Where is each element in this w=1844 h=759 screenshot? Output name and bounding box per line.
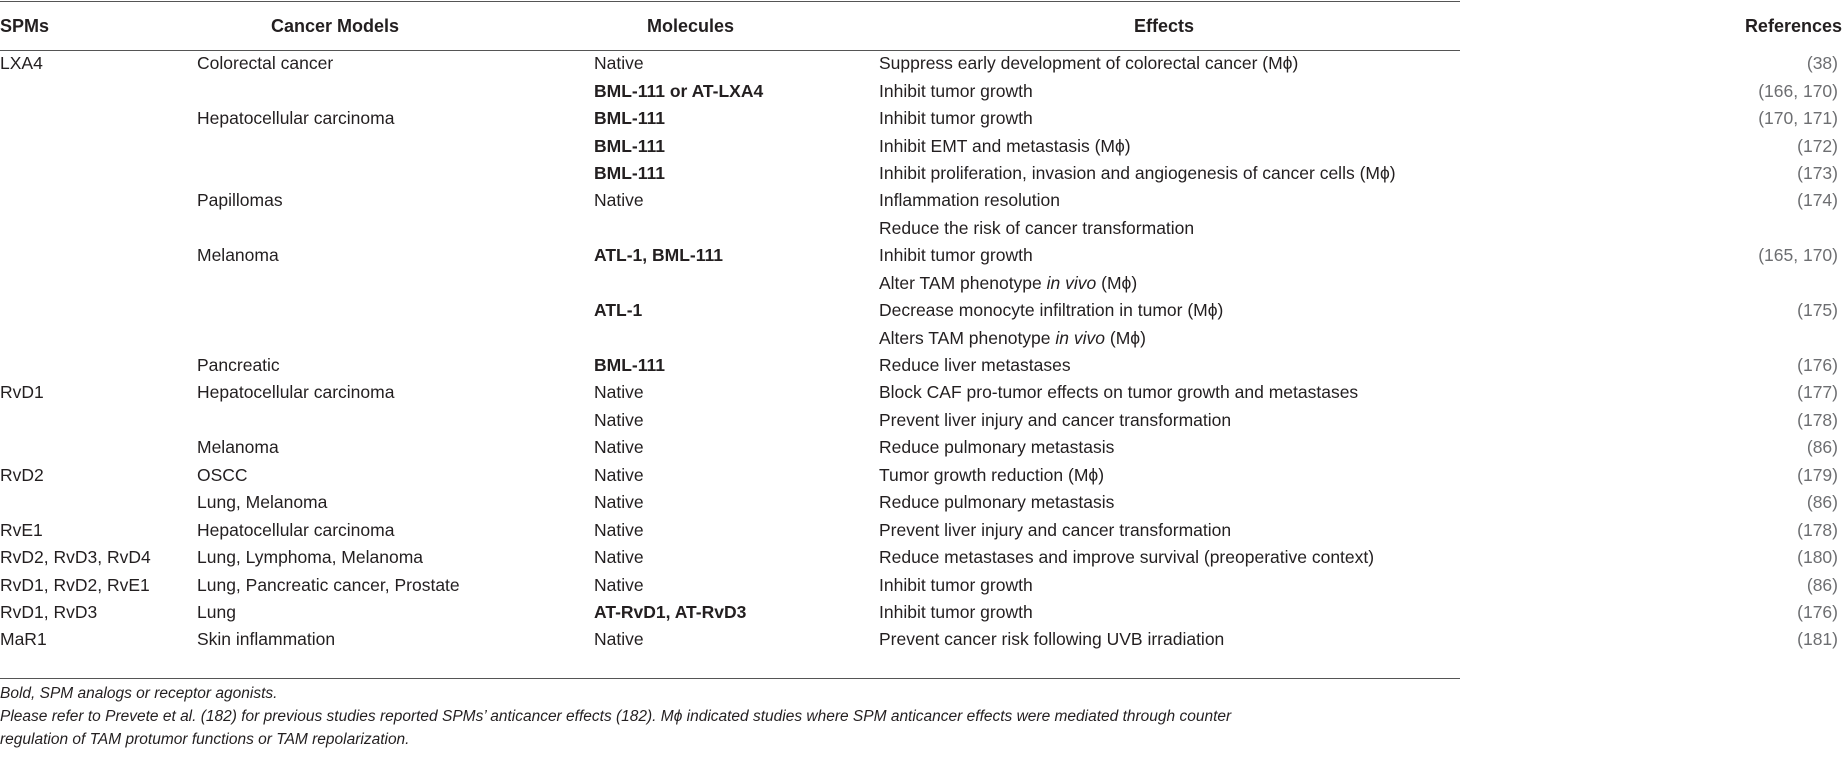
cell-cancer-model: Pancreatic bbox=[197, 355, 280, 376]
cell-effect: Prevent liver injury and cancer transformation bbox=[879, 519, 1232, 540]
cell-molecule: BML-111 bbox=[594, 162, 665, 183]
cell-molecule: Native bbox=[594, 629, 644, 650]
cell-spm bbox=[0, 77, 197, 104]
cell-reference: (86) bbox=[1806, 574, 1838, 595]
table-row bbox=[0, 626, 1844, 653]
cell-spm bbox=[0, 324, 197, 351]
cell-molecule: Native bbox=[594, 437, 644, 458]
table-row bbox=[0, 379, 1844, 406]
table-row bbox=[0, 544, 1844, 571]
cell-cancer-model: Papillomas bbox=[197, 190, 283, 211]
cell-cancer-model: Skin inflammation bbox=[197, 629, 336, 650]
table-row bbox=[0, 187, 1844, 214]
footnotes bbox=[0, 682, 1460, 751]
cell-reference bbox=[1714, 270, 1844, 297]
cell-cancer-model: Hepatocellular carcinoma bbox=[197, 382, 395, 403]
cell-molecule: AT-RvD1, AT-RvD3 bbox=[594, 601, 747, 622]
effect-text-suffix: (Mϕ) bbox=[1105, 327, 1146, 348]
cell-effect: Inflammation resolution bbox=[879, 190, 1060, 211]
cell-effect bbox=[879, 324, 1714, 351]
cell-effect: Inhibit tumor growth bbox=[879, 574, 1033, 595]
table-body bbox=[0, 50, 1844, 654]
cell-molecule: Native bbox=[594, 409, 644, 430]
cell-effect: Reduce metastases and improve survival (preoperative context) bbox=[879, 547, 1375, 568]
cell-spm bbox=[0, 132, 197, 159]
cell-spm: RvD1, RvD2, RvE1 bbox=[0, 574, 150, 595]
cell-spm bbox=[0, 270, 197, 297]
cell-spm bbox=[0, 105, 197, 132]
cell-reference bbox=[1714, 215, 1844, 242]
cell-effect: Prevent cancer risk following UVB irradiation bbox=[879, 629, 1225, 650]
header-molecules: Molecules bbox=[647, 15, 735, 36]
cell-effect: Inhibit EMT and metastasis (Mϕ) bbox=[879, 135, 1131, 156]
effect-italic-text: in vivo bbox=[1046, 272, 1097, 293]
cell-molecule: BML-111 bbox=[594, 135, 665, 156]
cell-effect: Suppress early development of colorectal cancer (Mϕ) bbox=[879, 53, 1299, 74]
cell-effect: Inhibit proliferation, invasion and angiogenesis of cancer cells (Mϕ) bbox=[879, 162, 1396, 183]
cell-molecule: Native bbox=[594, 574, 644, 595]
cell-cancer-model bbox=[197, 77, 594, 104]
effect-text: Alter TAM phenotype bbox=[879, 272, 1047, 293]
table-row bbox=[0, 297, 1844, 324]
table-row bbox=[0, 434, 1844, 461]
cell-molecule bbox=[594, 270, 879, 297]
cell-reference: (38) bbox=[1806, 53, 1838, 74]
cell-molecule: ATL-1 bbox=[594, 300, 643, 321]
cell-spm: RvD1, RvD3 bbox=[0, 601, 98, 622]
cell-cancer-model: Melanoma bbox=[197, 245, 279, 266]
cell-cancer-model bbox=[197, 132, 594, 159]
cell-cancer-model bbox=[197, 215, 594, 242]
table-row bbox=[0, 105, 1844, 132]
cell-cancer-model: Lung, Melanoma bbox=[197, 492, 328, 513]
header-references: References bbox=[1744, 15, 1842, 36]
cell-spm bbox=[0, 242, 197, 269]
cell-reference: (180) bbox=[1797, 547, 1838, 568]
table-row bbox=[0, 242, 1844, 269]
cell-reference: (170, 171) bbox=[1758, 108, 1838, 129]
cell-effect: Block CAF pro-tumor effects on tumor growth and metastases bbox=[879, 382, 1359, 403]
cell-cancer-model: Lung bbox=[197, 601, 236, 622]
cell-effect: Reduce pulmonary metastasis bbox=[879, 437, 1115, 458]
cell-reference: (181) bbox=[1797, 629, 1838, 650]
cell-spm bbox=[0, 407, 197, 434]
cell-effect: Inhibit tumor growth bbox=[879, 108, 1033, 129]
table-row bbox=[0, 352, 1844, 379]
cell-reference: (175) bbox=[1797, 300, 1838, 321]
table-row bbox=[0, 50, 1844, 77]
footnote-reference-note: Please refer to Prevete et al. (182) for previous studies reported SPMs’ anticancer effects (182). Mϕ indicated studies where SPM anticancer effects were mediated through counter bbox=[0, 708, 1232, 725]
cell-cancer-model bbox=[197, 324, 594, 351]
cell-cancer-model: Lung, Pancreatic cancer, Prostate bbox=[197, 574, 460, 595]
cell-spm: LXA4 bbox=[0, 53, 43, 74]
cell-spm bbox=[0, 352, 197, 379]
effect-italic-text: in vivo bbox=[1055, 327, 1105, 348]
cell-molecule: Native bbox=[594, 190, 644, 211]
cell-reference: (166, 170) bbox=[1758, 80, 1838, 101]
cell-reference: (176) bbox=[1797, 355, 1838, 376]
cell-molecule: Native bbox=[594, 53, 644, 74]
table-row bbox=[0, 270, 1844, 297]
cell-effect: Reduce pulmonary metastasis bbox=[879, 492, 1115, 513]
header-effects: Effects bbox=[1134, 15, 1195, 36]
spm-table bbox=[0, 2, 1844, 654]
cell-cancer-model bbox=[197, 270, 594, 297]
cell-molecule: BML-111 bbox=[594, 355, 665, 376]
cell-effect: Decrease monocyte infiltration in tumor (Mϕ) bbox=[879, 300, 1224, 321]
cell-spm bbox=[0, 215, 197, 242]
footnote-bold-legend: Bold, SPM analogs or receptor agonists. bbox=[0, 685, 278, 702]
cell-reference: (178) bbox=[1797, 409, 1838, 430]
cell-spm bbox=[0, 489, 197, 516]
cell-molecule: Native bbox=[594, 547, 644, 568]
cell-spm: RvD2, RvD3, RvD4 bbox=[0, 547, 151, 568]
cell-spm bbox=[0, 160, 197, 187]
table-row bbox=[0, 462, 1844, 489]
cell-effect: Inhibit tumor growth bbox=[879, 601, 1033, 622]
cell-molecule: BML-111 bbox=[594, 108, 665, 129]
cell-reference: (176) bbox=[1797, 601, 1838, 622]
table-row bbox=[0, 571, 1844, 598]
cell-reference: (86) bbox=[1806, 492, 1838, 513]
cell-reference: (173) bbox=[1797, 162, 1838, 183]
cell-molecule bbox=[594, 215, 879, 242]
bottom-rule bbox=[0, 678, 1460, 679]
cell-effect bbox=[879, 270, 1714, 297]
cell-reference: (86) bbox=[1806, 437, 1838, 458]
effect-text: Alters TAM phenotype bbox=[879, 327, 1056, 348]
table-row bbox=[0, 215, 1844, 242]
cell-effect: Reduce the risk of cancer transformation bbox=[879, 217, 1195, 238]
effect-text-suffix: (Mϕ) bbox=[1096, 272, 1138, 293]
cell-spm bbox=[0, 187, 197, 214]
table-row bbox=[0, 489, 1844, 516]
cell-spm bbox=[0, 434, 197, 461]
cell-cancer-model: Colorectal cancer bbox=[197, 53, 334, 74]
table-row bbox=[0, 77, 1844, 104]
cell-molecule: BML-111 or AT-LXA4 bbox=[594, 80, 764, 101]
cell-spm: MaR1 bbox=[0, 629, 47, 650]
cell-reference: (172) bbox=[1797, 135, 1838, 156]
cell-molecule: Native bbox=[594, 519, 644, 540]
cell-spm bbox=[0, 297, 197, 324]
cell-molecule: Native bbox=[594, 464, 644, 485]
cell-reference: (177) bbox=[1797, 382, 1838, 403]
cell-cancer-model bbox=[197, 407, 594, 434]
cell-effect: Inhibit tumor growth bbox=[879, 80, 1033, 101]
cell-spm: RvE1 bbox=[0, 519, 43, 540]
table-row bbox=[0, 324, 1844, 351]
cell-spm: RvD2 bbox=[0, 464, 44, 485]
cell-reference: (179) bbox=[1797, 464, 1838, 485]
cell-effect: Reduce liver metastases bbox=[879, 355, 1071, 376]
cell-molecule: Native bbox=[594, 492, 644, 513]
cell-cancer-model bbox=[197, 160, 594, 187]
cell-effect: Inhibit tumor growth bbox=[879, 245, 1033, 266]
cell-reference: (165, 170) bbox=[1758, 245, 1838, 266]
header-row bbox=[0, 2, 1844, 50]
cell-molecule: ATL-1, BML-111 bbox=[594, 245, 724, 266]
cell-effect: Prevent liver injury and cancer transformation bbox=[879, 409, 1232, 430]
table-row bbox=[0, 407, 1844, 434]
cell-effect: Tumor growth reduction (Mϕ) bbox=[879, 464, 1105, 485]
cell-cancer-model: Hepatocellular carcinoma bbox=[197, 108, 395, 129]
header-spms: SPMs bbox=[0, 15, 50, 36]
footnote-reference-note-cont: regulation of TAM protumor functions or TAM repolarization. bbox=[0, 731, 410, 748]
cell-cancer-model: Lung, Lymphoma, Melanoma bbox=[197, 547, 424, 568]
table-row bbox=[0, 132, 1844, 159]
cell-reference: (178) bbox=[1797, 519, 1838, 540]
cell-molecule bbox=[594, 324, 879, 351]
table-row bbox=[0, 599, 1844, 626]
cell-cancer-model bbox=[197, 297, 594, 324]
cell-molecule: Native bbox=[594, 382, 644, 403]
cell-reference bbox=[1714, 324, 1844, 351]
cell-cancer-model: Melanoma bbox=[197, 437, 279, 458]
table-row bbox=[0, 516, 1844, 543]
table-row bbox=[0, 160, 1844, 187]
header-cancer-models: Cancer Models bbox=[271, 15, 400, 36]
cell-cancer-model: OSCC bbox=[197, 464, 248, 485]
cell-spm: RvD1 bbox=[0, 382, 44, 403]
cell-cancer-model: Hepatocellular carcinoma bbox=[197, 519, 395, 540]
cell-reference: (174) bbox=[1797, 190, 1838, 211]
